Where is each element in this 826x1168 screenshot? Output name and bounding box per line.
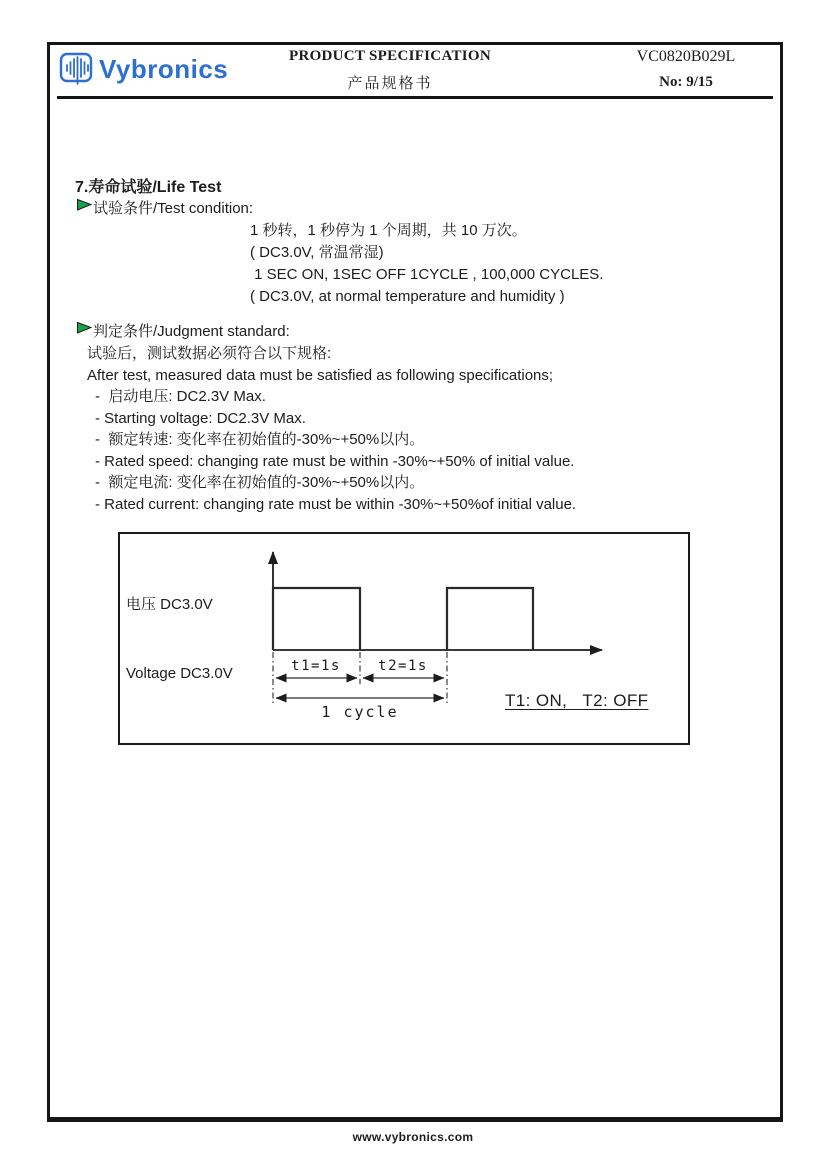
- condition-line: 1 SEC ON, 1SEC OFF 1CYCLE , 100,000 CYCLES.: [250, 266, 604, 283]
- judgment-lines: [87, 343, 576, 515]
- judgment-line: - Rated speed: changing rate must be within -30%~+50% of initial value.: [95, 452, 575, 470]
- judgment-line: After test, measured data must be satisfied as following specifications;: [87, 366, 554, 384]
- header-title-block: [260, 48, 520, 93]
- spec-title-zh: 产品规格书: [347, 76, 433, 92]
- logo-wordmark: Vybronics: [99, 53, 229, 84]
- on-off-legend: T1: ON, T2: OFF: [505, 691, 649, 710]
- judgment-line: - Rated current: changing rate must be within -30%~+50%of initial value.: [95, 495, 577, 513]
- vybronics-logo: [59, 52, 228, 86]
- header-doc-block: [600, 48, 772, 91]
- green-flag-icon: [77, 199, 92, 211]
- cycle-label: 1 cycle: [321, 703, 399, 721]
- timing-diagram: [118, 532, 690, 745]
- judgment-line: - 启动电压: DC2.3V Max.: [95, 388, 266, 405]
- judgment-standard-label: 判定条件/Judgment standard:: [93, 323, 290, 340]
- test-condition-label: 试验条件/Test condition:: [93, 200, 254, 217]
- header-divider: [57, 96, 773, 99]
- test-condition-lines: [250, 220, 603, 308]
- voltage-labels: [126, 547, 233, 731]
- t2-duration-label: t2=1s: [378, 658, 428, 674]
- voltage-label-zh: 电压 DC3.0V: [126, 596, 213, 613]
- condition-line: ( DC3.0V, at normal temperature and humidity ): [250, 288, 565, 305]
- judgment-line: 试验后，测试数据必须符合以下规格:: [87, 345, 332, 362]
- doc-number: VC0820B029L: [636, 48, 736, 65]
- section-heading: 7.寿命试验/Life Test: [75, 179, 222, 196]
- judgment-standard-row: [77, 320, 290, 341]
- voltage-label-en: Voltage DC3.0V: [126, 665, 233, 682]
- condition-line: ( DC3.0V, 常温常湿): [250, 244, 384, 261]
- test-condition-row: [77, 197, 253, 218]
- condition-line: 1 秒转，1 秒停为 1 个周期，共 10 万次。: [250, 222, 527, 239]
- waveform-logo-icon: [59, 52, 95, 86]
- green-flag-icon: [77, 322, 92, 334]
- judgment-line: - Starting voltage: DC2.3V Max.: [95, 409, 306, 427]
- spec-title-en: PRODUCT SPECIFICATION: [288, 48, 492, 64]
- judgment-line: - 额定转速: 变化率在初始值的-30%~+50%以内。: [95, 431, 425, 448]
- t1-duration-label: t1=1s: [291, 658, 341, 674]
- page-number: No: 9/15: [659, 74, 713, 90]
- footer-website: www.vybronics.com: [352, 1130, 474, 1144]
- judgment-line: - 额定电流: 变化率在初始值的-30%~+50%以内。: [95, 474, 425, 491]
